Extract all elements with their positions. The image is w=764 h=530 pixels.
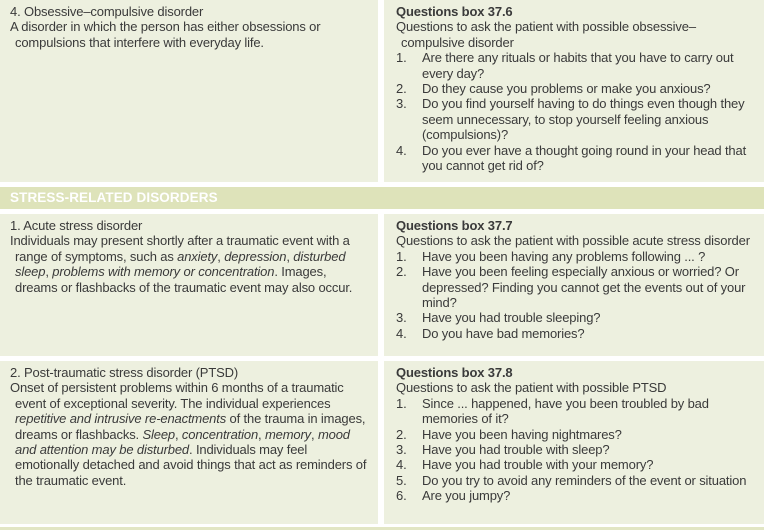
table-row-ptsd xyxy=(0,361,764,524)
question-item xyxy=(396,396,758,427)
question-item xyxy=(396,473,758,488)
questions-box-intro: Questions to ask the patient with possible PTSD xyxy=(396,380,667,396)
question-item xyxy=(396,442,758,457)
questions-list xyxy=(396,249,758,341)
table-row-acute-stress xyxy=(0,214,764,356)
question-text: Have you had trouble with your memory? xyxy=(422,457,654,473)
acute-heading: 1. Acute stress disorder xyxy=(10,218,143,233)
question-item xyxy=(396,457,758,472)
question-item xyxy=(396,326,758,341)
ocd-description-cell xyxy=(0,0,378,182)
section-header-label: STRESS-RELATED DISORDERS xyxy=(10,190,218,205)
text-segment: . Individuals may feel emotionally detached and avoid things that act as reminders of the traumatic event. xyxy=(15,442,367,488)
question-number: 3. xyxy=(396,96,407,112)
ptsd-heading: 2. Post-traumatic stress disorder (PTSD) xyxy=(10,365,239,380)
question-number: 4. xyxy=(396,457,407,473)
question-number: 5. xyxy=(396,472,407,488)
questions-box-intro: Questions to ask the patient with possible acute stress disorder xyxy=(396,233,750,249)
question-item xyxy=(396,143,758,174)
question-item xyxy=(396,50,758,81)
acute-description xyxy=(10,233,370,295)
italic-text-segment: mood and attention may be disturbed xyxy=(15,426,350,458)
questions-list xyxy=(396,50,758,173)
questions-box-title: Questions box 37.8 xyxy=(396,365,513,380)
italic-text-segment: problems with memory or concentration xyxy=(52,264,275,280)
question-item xyxy=(396,427,758,442)
italic-text-segment: memory xyxy=(264,426,312,442)
ptsd-description xyxy=(10,380,370,488)
question-item xyxy=(396,264,758,310)
acute-questions-box-cell xyxy=(384,214,764,356)
question-text: Do you ever have a thought going round in your head that you cannot get rid of? xyxy=(422,142,747,174)
italic-text-segment: anxiety xyxy=(177,248,218,264)
ocd-heading: 4. Obsessive–compulsive disorder xyxy=(10,4,204,19)
question-number: 1. xyxy=(396,395,407,411)
questions-list xyxy=(396,396,758,504)
question-number: 3. xyxy=(396,310,407,326)
italic-text-segment: concentration xyxy=(181,426,259,442)
question-number: 4. xyxy=(396,142,407,158)
italic-text-segment: Sleep xyxy=(142,426,175,442)
text-segment: A disorder in which the person has either obsessions or compulsions that interfere with everyday life. xyxy=(10,19,321,50)
ptsd-description-cell xyxy=(0,361,378,524)
question-item xyxy=(396,310,758,325)
italic-text-segment: repetitive and intrusive re-enactments xyxy=(15,411,227,427)
text-segment: , xyxy=(258,426,265,442)
question-number: 6. xyxy=(396,488,407,504)
questions-box-title: Questions box 37.6 xyxy=(396,4,513,19)
text-segment: Onset of persistent problems within 6 months of a traumatic event of exceptional severity. The individual experiences xyxy=(10,380,344,411)
question-text: Have you been feeling especially anxious or worried? Or depressed? Finding you cannot get the events out of your mind? xyxy=(422,264,746,311)
question-number: 1. xyxy=(396,248,407,264)
section-header-stress-related-disorders xyxy=(0,187,764,209)
question-text: Have you had trouble sleeping? xyxy=(422,310,601,326)
italic-text-segment: depression xyxy=(224,248,287,264)
question-number: 2. xyxy=(396,81,407,97)
question-text: Are you jumpy? xyxy=(422,488,511,504)
question-item xyxy=(396,81,758,96)
text-segment: , xyxy=(286,248,294,264)
question-item xyxy=(396,249,758,264)
question-text: Have you been having any problems following ... ? xyxy=(422,248,706,264)
question-text: Have you had trouble with sleep? xyxy=(422,442,610,458)
text-segment: . Images, dreams or flashbacks of the traumatic event may also occur. xyxy=(15,264,353,295)
question-text: Have you been having nightmares? xyxy=(422,426,622,442)
text-segment: , xyxy=(311,426,318,442)
question-text: Since ... happened, have you been troubled by bad memories of it? xyxy=(422,395,709,427)
question-text: Do they cause you problems or make you anxious? xyxy=(422,81,711,97)
questions-box-title: Questions box 37.7 xyxy=(396,218,513,233)
acute-description-cell xyxy=(0,214,378,356)
ocd-questions-box-cell xyxy=(384,0,764,182)
question-number: 1. xyxy=(396,50,407,66)
table-row-ocd xyxy=(0,0,764,182)
question-number: 4. xyxy=(396,325,407,341)
ocd-description xyxy=(10,19,370,50)
question-number: 2. xyxy=(396,426,407,442)
text-segment: , xyxy=(174,426,182,442)
text-segment: , xyxy=(45,264,53,280)
question-text: Do you have bad memories? xyxy=(422,325,585,341)
question-item xyxy=(396,96,758,142)
italic-text-segment: disturbed sleep xyxy=(15,248,346,280)
question-text: Do you try to avoid any reminders of the event or situation xyxy=(422,472,747,488)
question-item xyxy=(396,488,758,503)
text-segment: , xyxy=(217,248,225,264)
questions-box-intro: Questions to ask the patient with possible obsessive–compulsive disorder xyxy=(396,19,696,50)
text-segment: of the trauma in images, dreams or flashbacks. xyxy=(15,411,366,442)
question-text: Do you find yourself having to do things even though they seem unnecessary, to stop yourself feeling anxious (compulsions)? xyxy=(422,96,745,143)
question-text: Are there any rituals or habits that you have to carry out every day? xyxy=(422,50,734,81)
text-segment: Individuals may present shortly after a traumatic event with a range of symptoms, such as xyxy=(10,233,350,264)
question-number: 3. xyxy=(396,442,407,458)
question-number: 2. xyxy=(396,264,407,280)
ptsd-questions-box-cell xyxy=(384,361,764,524)
